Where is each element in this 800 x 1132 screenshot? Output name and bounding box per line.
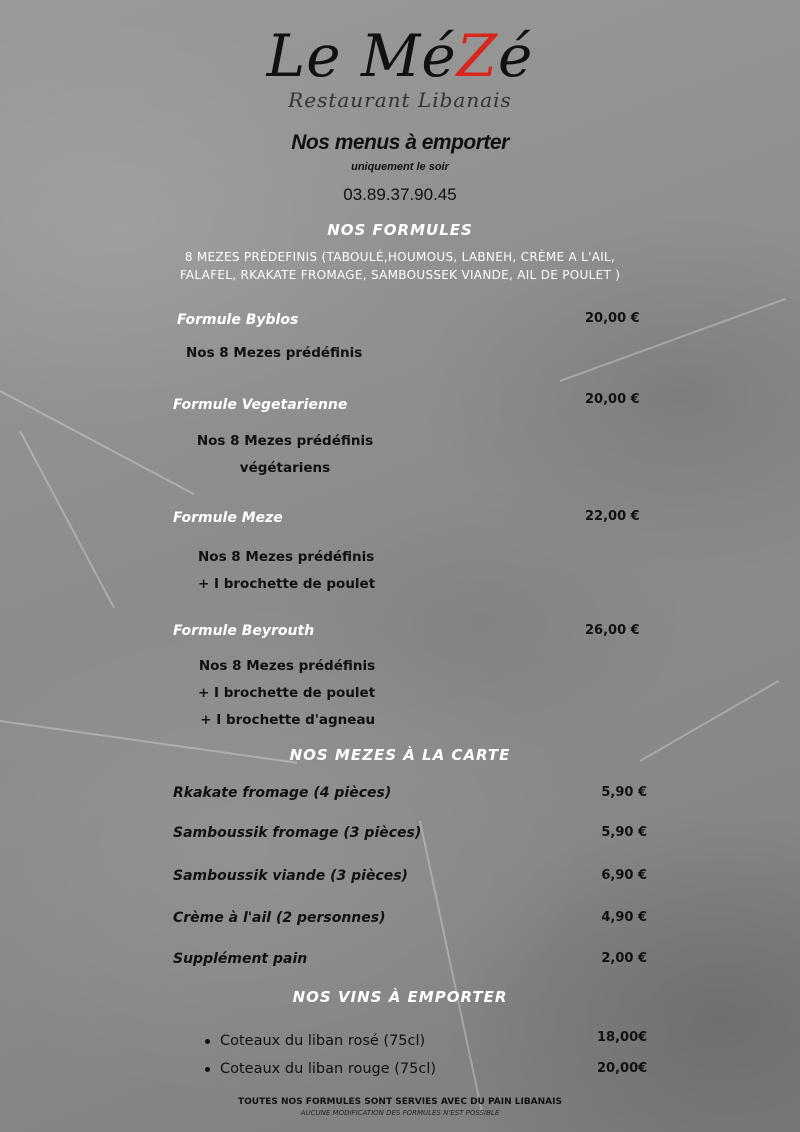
stone-texture (0, 390, 195, 495)
formule-price: 22,00 € (585, 509, 640, 524)
meze-price: 2,00 € (601, 951, 647, 966)
formule-description: Nos 8 Mezes prédéfinis + I brochette de poulet (198, 549, 376, 592)
footer-disclaimer: AUCUNE MODIFICATION DES FORMULES N'EST POSSIBLE (300, 1109, 500, 1117)
section-title-formules: NOS FORMULES (327, 221, 473, 239)
meze-price: 6,90 € (601, 868, 647, 883)
formule-price: 26,00 € (585, 623, 640, 638)
meze-price: 5,90 € (601, 825, 647, 840)
wine-item: Coteaux du liban rouge (75cl) (205, 1061, 436, 1077)
stone-texture (19, 431, 115, 609)
meze-name: Crème à l'ail (2 personnes) (173, 910, 386, 926)
meze-name: Rkakate fromage (4 pièces) (173, 785, 392, 801)
wine-price: 20,00€ (597, 1061, 648, 1076)
formule-price: 20,00 € (585, 311, 640, 326)
formule-name: Formule Beyrouth (173, 623, 315, 639)
section-title-mezes: NOS MEZES À LA CARTE (289, 746, 511, 764)
formules-description: 8 MEZES PRÉDEFINIS (TABOULÉ,HOUMOUS, LABNEH, CRÈME A L'AIL, FALAFEL, RKAKATE FROMAGE, SAMBOUSSEK VIANDE, AIL DE POULET ) (179, 250, 621, 282)
section-title-vins: NOS VINS À EMPORTER (292, 988, 508, 1006)
restaurant-logo: Le MéZé (266, 22, 534, 90)
bullet-icon (205, 1067, 210, 1072)
formule-name: Formule Vegetarienne (173, 397, 348, 413)
meze-name: Samboussik viande (3 pièces) (173, 868, 408, 884)
phone-number[interactable]: 03.89.37.90.45 (343, 185, 457, 204)
formule-description: Nos 8 Mezes prédéfinis + I brochette de poulet + I brochette d'agneau (198, 658, 376, 728)
meze-price: 5,90 € (601, 785, 647, 800)
meze-name: Supplément pain (173, 951, 308, 967)
logo-accent-letter: Z (456, 22, 498, 90)
evening-only-note: uniquement le soir (351, 161, 449, 173)
meze-price: 4,90 € (601, 910, 647, 925)
wine-item: Coteaux du liban rosé (75cl) (205, 1033, 425, 1049)
formule-description: Nos 8 Mezes prédéfinis (186, 345, 363, 361)
bullet-icon (205, 1039, 210, 1044)
wine-price: 18,00€ (597, 1030, 648, 1045)
meze-name: Samboussik fromage (3 pièces) (173, 825, 422, 841)
logo-subtitle: Restaurant Libanais (288, 88, 512, 112)
formule-name: Formule Meze (173, 510, 283, 526)
footer-note: TOUTES NOS FORMULES SONT SERVIES AVEC DU PAIN LIBANAIS (238, 1097, 562, 1107)
page-title: Nos menus à emporter (291, 131, 509, 154)
formule-description: Nos 8 Mezes prédéfinis végétariens (196, 433, 374, 476)
formule-name: Formule Byblos (177, 312, 299, 328)
formule-price: 20,00 € (585, 392, 640, 407)
